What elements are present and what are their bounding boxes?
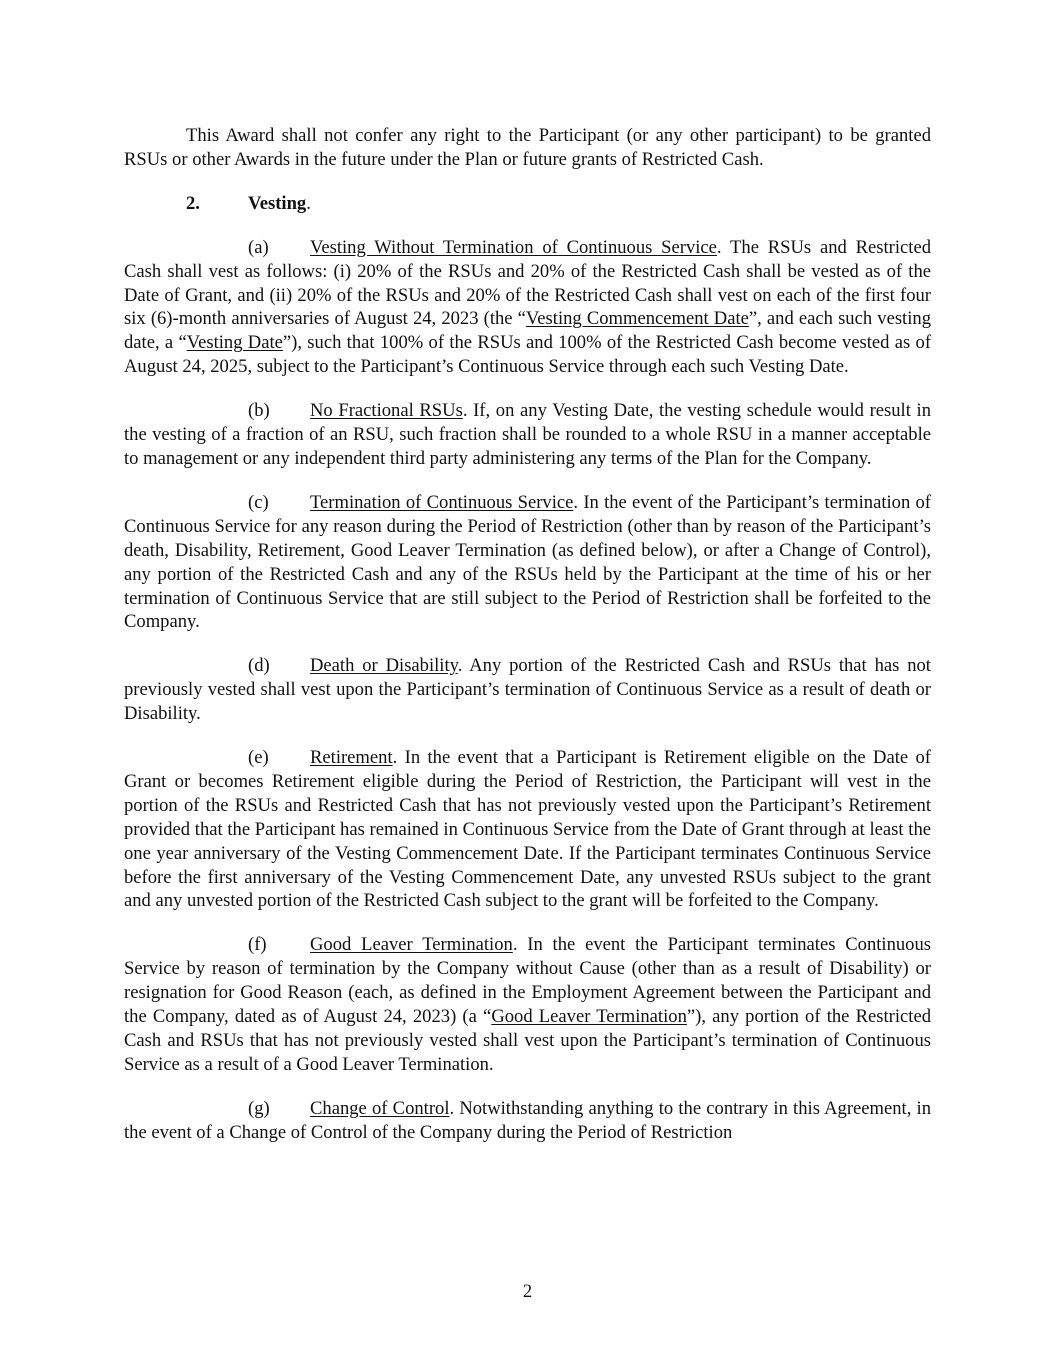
- document-page: [124, 124, 931, 1165]
- paragraph-g-title: Change of Control: [310, 1097, 450, 1119]
- paragraph-c-label: (c): [248, 491, 269, 513]
- paragraph-d: [124, 654, 931, 726]
- paragraph-e-label: (e): [248, 747, 269, 769]
- paragraph-e: [124, 746, 931, 913]
- paragraph-a-text-2: ”, and each such vesting date, a “: [124, 308, 931, 354]
- paragraph-e-title: Retirement: [310, 747, 393, 769]
- paragraph-e-text-1: . In the event that a Participant is Retirement eligible on the Date of Grant or becomes Retirement eligible during the Period of Restriction, the Participant will vest in the portion of the RSUs and Restricted Cash that has not previously vested upon the Participant’s Retirement provided that the Participant has remained in Continuous Service from the Date of Grant through at least the one year anniversary of the Vesting Commencement Date. If the Participant terminates Continuous Service before the first anniversary of the Vesting Commencement Date, any unvested RSUs subject to the grant and any unvested portion of the Restricted Cash subject to the grant will be forfeited to the Company.: [124, 747, 931, 912]
- section-number: 2.: [186, 192, 200, 214]
- paragraph-g-label: (g): [248, 1097, 270, 1119]
- section-title: Vesting: [248, 192, 307, 214]
- paragraph-a-label: (a): [248, 236, 269, 258]
- paragraph-a-text-1: . The RSUs and Restricted Cash shall vest as follows: (i) 20% of the RSUs and 20% of the Restricted Cash shall be vested as of the Date of Grant, and (ii) 20% of the RSUs and 20% of the Restricted Cash shall vest on each of the first four six (6)-month anniversaries of August 24, 2023 (the “: [124, 236, 931, 330]
- defined-term-vesting-commencement-date: Vesting Commencement Date: [525, 308, 749, 330]
- paragraph-b: [124, 399, 931, 471]
- paragraph-f-title: Good Leaver Termination: [310, 934, 513, 956]
- paragraph-c: [124, 491, 931, 634]
- paragraph-c-text-1: . In the event of the Participant’s termination of Continuous Service for any reason during the Period of Restriction (other than by reason of the Participant’s death, Disability, Retirement, Good Leaver Termination (as defined below), or after a Change of Control), any portion of the Restricted Cash and any of the RSUs held by the Participant at the time of his or her termination of Continuous Service that are still subject to the Period of Restriction shall be forfeited to the Company.: [124, 491, 932, 633]
- paragraph-g-text-1: . Notwithstanding anything to the contrary in this Agreement, in the event of a Change of Control of the Company during the Period of Restriction: [124, 1097, 931, 1143]
- intro-paragraph: This Award shall not confer any right to the Participant (or any other participant) to be granted RSUs or other Awards in the future under the Plan or future grants of Restricted Cash.: [124, 125, 931, 170]
- paragraph-f-text-1: . In the event the Participant terminates Continuous Service by reason of termination by the Company without Cause (other than as a result of Disability) or resignation for Good Reason (each, as defined in the Employment Agreement between the Participant and the Company, dated as of August 24, 2023) (a “: [124, 934, 931, 1028]
- paragraph-a-title: Vesting Without Termination of Continuous Service: [310, 236, 717, 258]
- section-title-period: .: [306, 192, 311, 214]
- page-number: 2: [522, 1281, 533, 1302]
- paragraph-f-label: (f): [248, 934, 267, 956]
- paragraph-b-title: No Fractional RSUs: [310, 400, 463, 422]
- paragraph-d-title: Death or Disability: [310, 655, 458, 677]
- paragraph-g: [124, 1097, 931, 1145]
- paragraph-f-text-2: ”), any portion of the Restricted Cash and RSUs that has not previously vested shall vest upon the Participant’s termination of Continuous Service as a result of a Good Leaver Termination.: [124, 1006, 931, 1075]
- paragraph-b-text-1: . If, on any Vesting Date, the vesting schedule would result in the vesting of a fraction of an RSU, such fraction shall be rounded to a whole RSU in a manner acceptable to management or any independent third party administering any terms of the Plan for the Company.: [124, 400, 931, 469]
- paragraph-a-text-3: ”), such that 100% of the RSUs and 100% of the Restricted Cash become vested as of August 24, 2025, subject to the Participant’s Continuous Service through each such Vesting Date.: [124, 332, 932, 378]
- defined-term-vesting-date: Vesting Date: [186, 332, 283, 354]
- paragraph-c-title: Termination of Continuous Service: [310, 491, 574, 513]
- paragraph-a: [124, 236, 931, 379]
- paragraph-b-label: (b): [248, 400, 270, 422]
- paragraph-d-label: (d): [248, 655, 270, 677]
- defined-term-good-leaver-termination: Good Leaver Termination: [491, 1006, 687, 1028]
- section-heading: [124, 192, 931, 216]
- paragraph-f: [124, 933, 931, 1076]
- paragraph-d-text-1: . Any portion of the Restricted Cash and RSUs that has not previously vested shall vest upon the Participant’s termination of Continuous Service as a result of death or Disability.: [124, 655, 931, 725]
